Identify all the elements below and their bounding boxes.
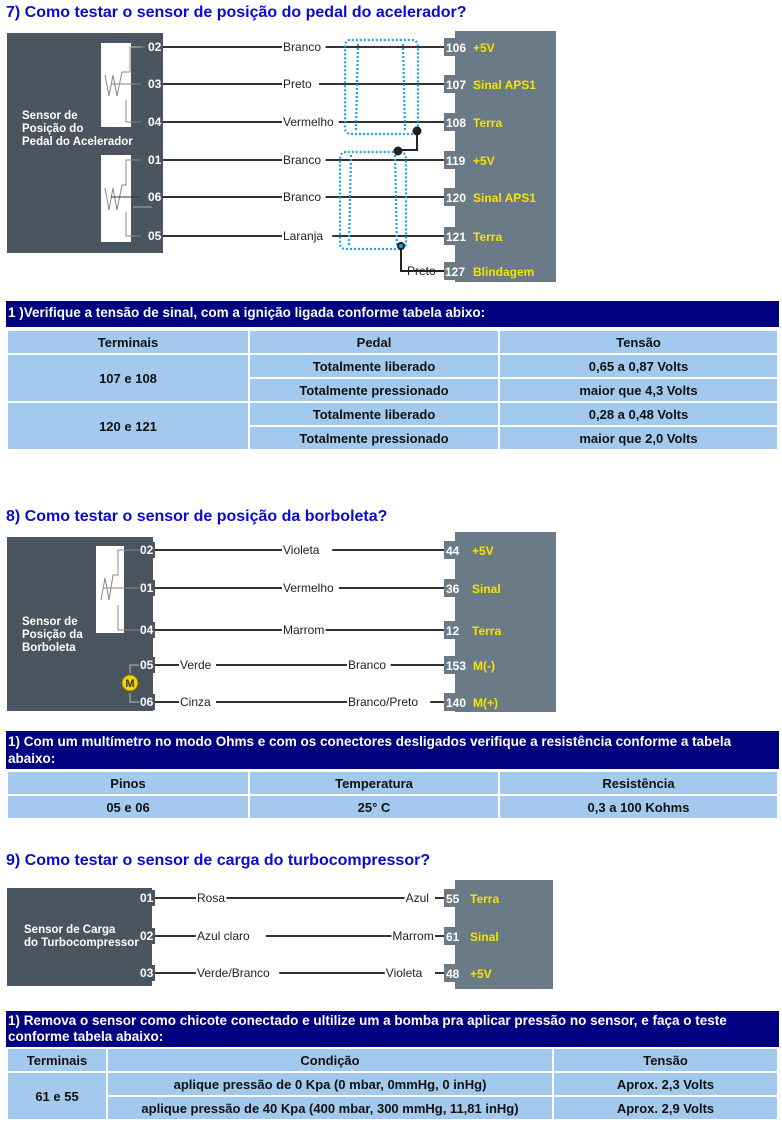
ecu-pin: 108 xyxy=(446,116,467,130)
wire-label: Verde xyxy=(180,658,212,672)
wire-label: Marrom xyxy=(283,623,325,637)
pins-cell: 05 e 06 xyxy=(8,796,248,818)
wire-label: Rosa xyxy=(197,891,226,905)
ecu-pin: 44 xyxy=(446,544,460,558)
signal-name: Terra xyxy=(470,892,500,906)
sensor-pin: 05 xyxy=(140,658,154,672)
signal-name: Terra xyxy=(473,230,503,244)
voltage-cell: 0,65 a 0,87 Volts xyxy=(500,355,777,377)
wire-label: Branco xyxy=(283,40,322,54)
signal-name: Sinal APS1 xyxy=(473,191,536,205)
instruction-bar: 1 )Verifique a tensão de sinal, com a ignição ligada conforme tabela abixo: xyxy=(6,301,779,327)
column-header: Terminais xyxy=(8,1049,106,1071)
voltage-cell: maior que 4,3 Volts xyxy=(500,379,777,401)
wire-label: Azul xyxy=(405,891,429,905)
voltage-cell: Aprox. 2,3 Volts xyxy=(554,1073,777,1095)
section-7-title: 7) Como testar o sensor de posição do pedal do acelerador? xyxy=(6,4,467,21)
signal-name: Terra xyxy=(473,116,503,130)
wire-label: Vermelho xyxy=(283,581,334,595)
ecu-pin: 127 xyxy=(445,265,466,279)
ecu-pin: 120 xyxy=(446,191,467,205)
sensor-label: Posição da xyxy=(22,629,83,641)
ecu-pin: 55 xyxy=(446,892,460,906)
sensor-pin: 06 xyxy=(148,190,162,204)
sensor-pin: 02 xyxy=(148,40,162,54)
pedal-cell: Totalmente pressionado xyxy=(250,379,498,401)
voltage-cell: 0,28 a 0,48 Volts xyxy=(500,403,777,425)
sensor-label: Sensor de xyxy=(22,110,78,122)
terminals-cell: 107 e 108 xyxy=(8,355,248,401)
wire-label: Verde/Branco xyxy=(197,966,270,980)
column-header: Pinos xyxy=(8,772,248,794)
condition-cell: aplique pressão de 40 Kpa (400 mbar, 300 mmHg, 11,81 inHg) xyxy=(108,1097,552,1119)
pedal-cell: Totalmente liberado xyxy=(250,355,498,377)
sensor-label: Borboleta xyxy=(22,642,76,654)
sensor-pin: 01 xyxy=(148,153,162,167)
wire-label: Vermelho xyxy=(283,115,334,129)
sensor-pin: 01 xyxy=(140,891,154,905)
column-header: Terminais xyxy=(8,331,248,353)
sensor-label: Posição do xyxy=(22,123,84,135)
pedal-cell: Totalmente liberado xyxy=(250,403,498,425)
wire-row xyxy=(139,889,499,907)
wires xyxy=(139,889,499,982)
voltage-cell: maior que 2,0 Volts xyxy=(500,427,777,449)
wire-label: Branco xyxy=(283,153,322,167)
table-row xyxy=(8,1073,777,1095)
temperature-cell: 25° C xyxy=(250,796,498,818)
section-9-title: 9) Como testar o sensor de carga do turbocompressor? xyxy=(6,852,431,869)
ecu-pin: 36 xyxy=(446,582,460,596)
sensor-label: Pedal do Acelerador xyxy=(22,136,133,148)
wire-label: Violeta xyxy=(283,543,320,557)
wire-label: Violeta xyxy=(385,966,423,980)
wire-label: Azul claro xyxy=(197,929,250,943)
table-row xyxy=(8,1097,777,1119)
condition-cell: aplique pressão de 0 Kpa (0 mbar, 0mmHg, 0 inHg) xyxy=(108,1073,552,1095)
signal-name: Blindagem xyxy=(473,265,535,279)
ecu-pin: 121 xyxy=(446,230,467,244)
ecu-pin: 153 xyxy=(446,659,467,673)
signal-name: Sinal xyxy=(472,582,501,596)
ecu-pin: 140 xyxy=(446,696,467,710)
wire-label: Branco xyxy=(348,658,387,672)
signal-name: +5V xyxy=(473,41,495,55)
sensor-pin: 01 xyxy=(140,581,154,595)
signal-name: M(-) xyxy=(473,659,495,673)
terminals-cell: 120 e 121 xyxy=(8,403,248,449)
wire-label: Branco xyxy=(283,190,322,204)
ecu-pin: 119 xyxy=(446,154,466,168)
wire-label: Branco/Preto xyxy=(348,695,419,709)
wire-label: Cinza xyxy=(180,695,211,709)
ecu-pin: 106 xyxy=(446,41,467,55)
sensor-pin: 04 xyxy=(148,115,162,129)
signal-name: Sinal APS1 xyxy=(473,78,536,92)
sensor-pin: 04 xyxy=(140,623,154,637)
wire-row xyxy=(139,927,499,945)
ecu-pin: 61 xyxy=(446,930,460,944)
signal-name: +5V xyxy=(473,154,495,168)
sensor-pin: 03 xyxy=(140,966,154,980)
section-8-title: 8) Como testar o sensor de posição da borboleta? xyxy=(6,508,388,525)
column-header: Condição xyxy=(108,1049,552,1071)
sensor-pin: 02 xyxy=(140,543,154,557)
signal-name: +5V xyxy=(472,544,494,558)
instruction-bar: 1) Remova o sensor como chicote conectado e ultilize um a bomba pra aplicar pressão no sensor, e faça o teste conforme tabela abaixo: xyxy=(6,1011,779,1047)
voltage-cell: Aprox. 2,9 Volts xyxy=(554,1097,777,1119)
ecu-pin: 12 xyxy=(446,624,460,638)
svg-text:M: M xyxy=(125,678,135,690)
wire-row xyxy=(139,964,492,982)
signal-name: M(+) xyxy=(473,696,498,710)
wire-label: Marrom xyxy=(392,929,434,943)
ecu-pin: 107 xyxy=(446,78,467,92)
instruction-bar: 1) Com um multímetro no modo Ohms e com os conectores desligados verifique a resistência conforme a tabela abaixo: xyxy=(6,731,779,769)
terminals-cell: 61 e 55 xyxy=(8,1073,106,1119)
sensor-label: Sensor de xyxy=(22,616,78,628)
sensor-pin: 03 xyxy=(148,77,162,91)
wire-label: Laranja xyxy=(283,229,324,243)
column-header: Temperatura xyxy=(250,772,498,794)
column-header: Tensão xyxy=(500,331,777,353)
column-header: Resistência xyxy=(500,772,777,794)
sensor-label: Sensor de Carga xyxy=(24,924,116,936)
wire-label: Preto xyxy=(283,77,312,91)
column-header: Tensão xyxy=(554,1049,777,1071)
signal-name: +5V xyxy=(470,967,492,981)
pressure-test-table xyxy=(6,1047,779,1121)
ecu-pin: 48 xyxy=(446,967,460,981)
column-header: Pedal xyxy=(250,331,498,353)
pedal-cell: Totalmente pressionado xyxy=(250,427,498,449)
sensor-pin: 06 xyxy=(140,695,154,709)
resistance-cell: 0,3 a 100 Kohms xyxy=(500,796,777,818)
signal-name: Terra xyxy=(472,624,502,638)
sensor-pin: 05 xyxy=(148,229,162,243)
wire-label: Preto xyxy=(407,264,436,278)
sensor-label: do Turbocompressor xyxy=(24,937,139,949)
sensor-pin: 02 xyxy=(140,929,154,943)
signal-name: Sinal xyxy=(470,930,499,944)
